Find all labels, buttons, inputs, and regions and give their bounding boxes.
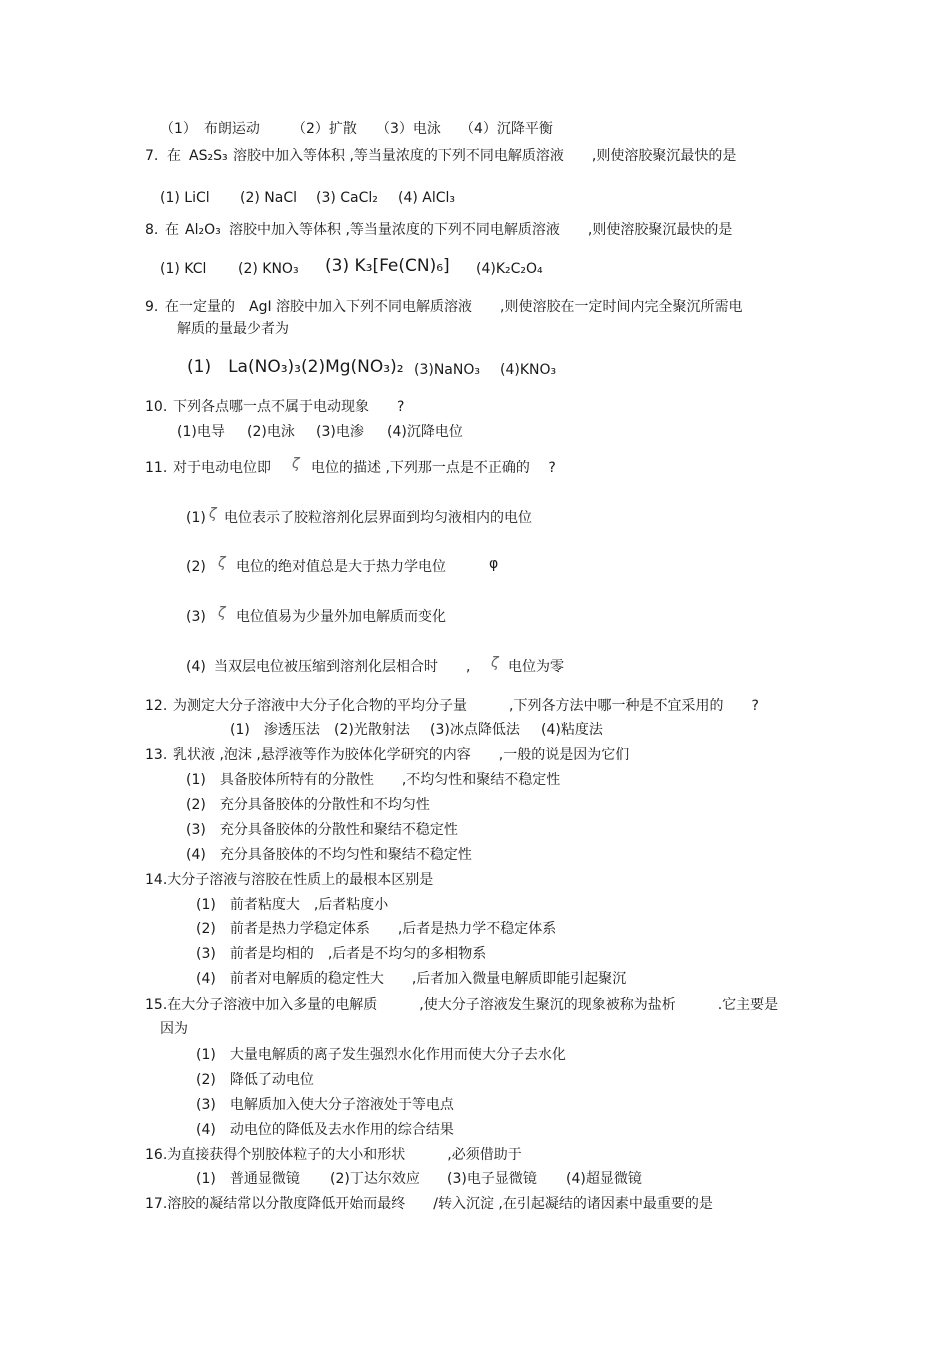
q12-text: 为测定大分子溶液中大分子化合物的平均分子量 ,下列各方法中哪一种是不宜采用的 ?: [173, 698, 759, 714]
q7-text: 溶胶中加入等体积 ,等当量浓度的下列不同电解质溶液 ,则使溶胶聚沉最快的是: [233, 148, 737, 164]
q11-option-3-number: (3): [186, 609, 206, 625]
q7-number: 7.: [145, 148, 159, 164]
zeta-symbol: ζ: [292, 456, 300, 472]
q12-option-2: (2)光散射法: [334, 722, 410, 738]
q10-option-4: (4)沉降电位: [387, 424, 463, 440]
q9-text-line2: 解质的量最少者为: [177, 321, 289, 337]
q14-option-4: (4) 前者对电解质的稳定性大 ,后者加入微量电解质即能引起聚沉: [196, 971, 627, 987]
q7-option-4: (4) AlCl₃: [398, 190, 456, 206]
q11-text-a: 对于电动电位即: [173, 460, 271, 476]
zeta-symbol: ζ: [218, 555, 226, 571]
q13-number: 13.: [145, 747, 168, 763]
zeta-symbol: ζ: [491, 655, 499, 671]
q8-text: 溶胶中加入等体积 ,等当量浓度的下列不同电解质溶液 ,则使溶胶聚沉最快的是: [229, 222, 733, 238]
q16-text: 16.为直接获得个别胶体粒子的大小和形状 ,必须借助于: [145, 1147, 522, 1163]
q9-option-4: (4)KNO₃: [500, 362, 557, 378]
q6-option-3: （3）电泳: [376, 121, 441, 137]
q15-text-line2: 因为: [160, 1021, 188, 1037]
phi-symbol: φ: [489, 556, 499, 572]
q16-option-1: (1) 普通显微镜: [196, 1171, 300, 1187]
q10-text: 下列各点哪一点不属于电动现象 ?: [173, 399, 405, 415]
q11-option-1-number: (1): [186, 510, 206, 526]
q7-option-3: (3) CaCl₂: [316, 190, 378, 206]
q11-text-b: 电位的描述 ,下列那一点是不正确的 ?: [311, 460, 556, 476]
q11-option-4-text-b: 电位为零: [508, 659, 564, 675]
q15-option-3: (3) 电解质加入使大分子溶液处于等电点: [196, 1097, 454, 1113]
q15-text-line1: 15.在大分子溶液中加入多量的电解质 ,使大分子溶液发生聚沉的现象被称为盐析 .它主要是: [145, 997, 779, 1013]
q12-option-4: (4)粘度法: [541, 722, 603, 738]
q14-option-1: (1) 前者粘度大 ,后者粘度小: [196, 897, 389, 913]
q15-option-2: (2) 降低了动电位: [196, 1072, 314, 1088]
q14-text: 14.大分子溶液与溶胶在性质上的最根本区别是: [145, 872, 434, 888]
q7-formula: AS₂S₃: [189, 148, 228, 164]
q10-option-1: (1)电导: [177, 424, 225, 440]
q11-option-4-text-a: 当双层电位被压缩到溶剂化层相合时 ,: [214, 659, 471, 675]
q7-option-2: (2) NaCl: [240, 190, 297, 206]
q8-formula: Al₂O₃: [185, 222, 221, 238]
q15-option-1: (1) 大量电解质的离子发生强烈水化作用而使大分子去水化: [196, 1047, 566, 1063]
q9-number: 9.: [145, 299, 159, 315]
q13-option-1: (1) 具备胶体所特有的分散性 ,不均匀性和聚结不稳定性: [186, 772, 561, 788]
q16-option-4: (4)超显微镜: [566, 1171, 642, 1187]
zeta-symbol: ζ: [218, 605, 226, 621]
q9-option-3: (3)NaNO₃: [414, 362, 480, 378]
q13-text: 乳状液 ,泡沫 ,悬浮液等作为胶体化学研究的内容 ,一般的说是因为它们: [173, 747, 630, 763]
q13-option-3: (3) 充分具备胶体的分散性和聚结不稳定性: [186, 822, 458, 838]
q6-option-1: （1） 布朗运动: [160, 121, 260, 137]
q8-option-2: (2) KNO₃: [238, 261, 299, 277]
q8-option-1: (1) KCl: [160, 261, 207, 277]
q11-option-4-number: (4): [186, 659, 206, 675]
q6-option-4: （4）沉降平衡: [460, 121, 553, 137]
q14-option-2: (2) 前者是热力学稳定体系 ,后者是热力学不稳定体系: [196, 921, 557, 937]
q11-option-3-text: 电位值易为少量外加电解质而变化: [236, 609, 446, 625]
q11-number: 11.: [145, 460, 168, 476]
q17-text: 17.溶胶的凝结常以分散度降低开始而最终 /转入沉淀 ,在引起凝结的诸因素中最重要的是: [145, 1196, 713, 1212]
q12-option-1: (1) 渗透压法: [230, 722, 320, 738]
q11-option-2-text: 电位的绝对值总是大于热力学电位: [236, 559, 446, 575]
q13-option-4: (4) 充分具备胶体的不均匀性和聚结不稳定性: [186, 847, 472, 863]
q10-option-3: (3)电渗: [316, 424, 364, 440]
q8-pre: 在: [165, 222, 179, 238]
q15-option-4: (4) 动电位的降低及去水作用的综合结果: [196, 1122, 454, 1138]
q16-option-3: (3)电子显微镜: [447, 1171, 537, 1187]
q10-option-2: (2)电泳: [247, 424, 295, 440]
q6-option-2: （2）扩散: [292, 121, 357, 137]
q12-number: 12.: [145, 698, 168, 714]
q16-option-2: (2)丁达尔效应: [330, 1171, 420, 1187]
q9-option-1: (1) La(NO₃)₃: [187, 357, 301, 377]
q7-option-1: (1) LiCl: [160, 190, 210, 206]
q8-option-3: (3) K₃[Fe(CN)₆]: [325, 256, 450, 276]
q11-option-2-number: (2): [186, 559, 206, 575]
q12-option-3: (3)冰点降低法: [430, 722, 520, 738]
zeta-symbol: ζ: [209, 506, 217, 522]
q13-option-2: (2) 充分具备胶体的分散性和不均匀性: [186, 797, 430, 813]
q8-option-4: (4)K₂C₂O₄: [476, 261, 543, 277]
q11-option-1-text: 电位表示了胶粒溶剂化层界面到均匀液相内的电位: [224, 510, 532, 526]
q9-option-2: (2)Mg(NO₃)₂: [301, 357, 404, 377]
q9-text-line1: 在一定量的 AgI 溶胶中加入下列不同电解质溶液 ,则使溶胶在一定时间内完全聚沉所需电: [165, 299, 743, 315]
q8-number: 8.: [145, 222, 159, 238]
q10-number: 10.: [145, 399, 168, 415]
q14-option-3: (3) 前者是均相的 ,后者是不均匀的多相物系: [196, 946, 487, 962]
q7-pre: 在: [167, 148, 181, 164]
